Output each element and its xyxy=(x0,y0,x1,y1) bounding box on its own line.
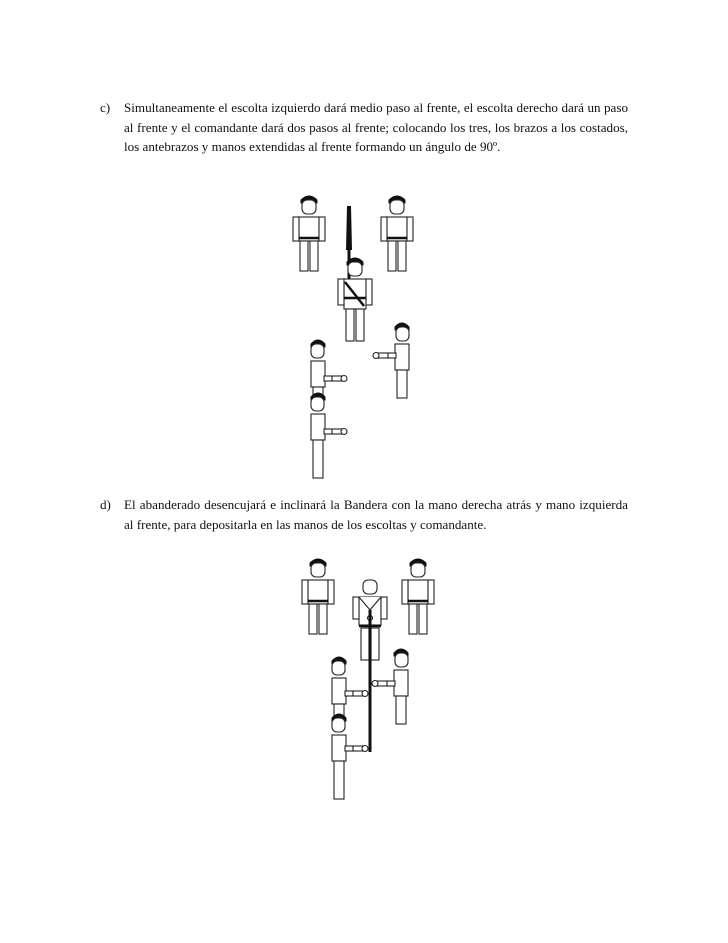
left-escort-side xyxy=(332,657,368,722)
commander-side xyxy=(332,714,368,799)
left-escort-front xyxy=(302,559,334,634)
right-escort-front xyxy=(381,196,413,271)
commander-side xyxy=(311,393,347,478)
instruction-c-text: Simultaneamente el escolta izquierdo dará medio paso al frente, el escolta derecho dará un paso al frente y el comandante dará dos pasos al frente; colocando los tres, los brazos a los costados, los antebrazos y manos extendidas al frente formando un ángulo de 90º. xyxy=(124,100,628,154)
instruction-c xyxy=(100,98,628,157)
instruction-d xyxy=(100,495,628,534)
instruction-d-text: El abanderado desencujará e inclinará la Bandera con la mano derecha atrás y mano izquierda al frente, para depositarla en las manos de los escoltas y comandante. xyxy=(124,497,628,532)
instruction-d-marker: d) xyxy=(100,497,111,512)
right-escort-side xyxy=(373,323,409,398)
left-escort-front xyxy=(293,196,325,271)
flag-escort-figure-c xyxy=(0,180,728,490)
right-escort-front xyxy=(402,559,434,634)
flag-bearer xyxy=(338,258,372,341)
instruction-c-marker: c) xyxy=(100,100,111,115)
flag-lowering-figure-d xyxy=(0,560,728,820)
